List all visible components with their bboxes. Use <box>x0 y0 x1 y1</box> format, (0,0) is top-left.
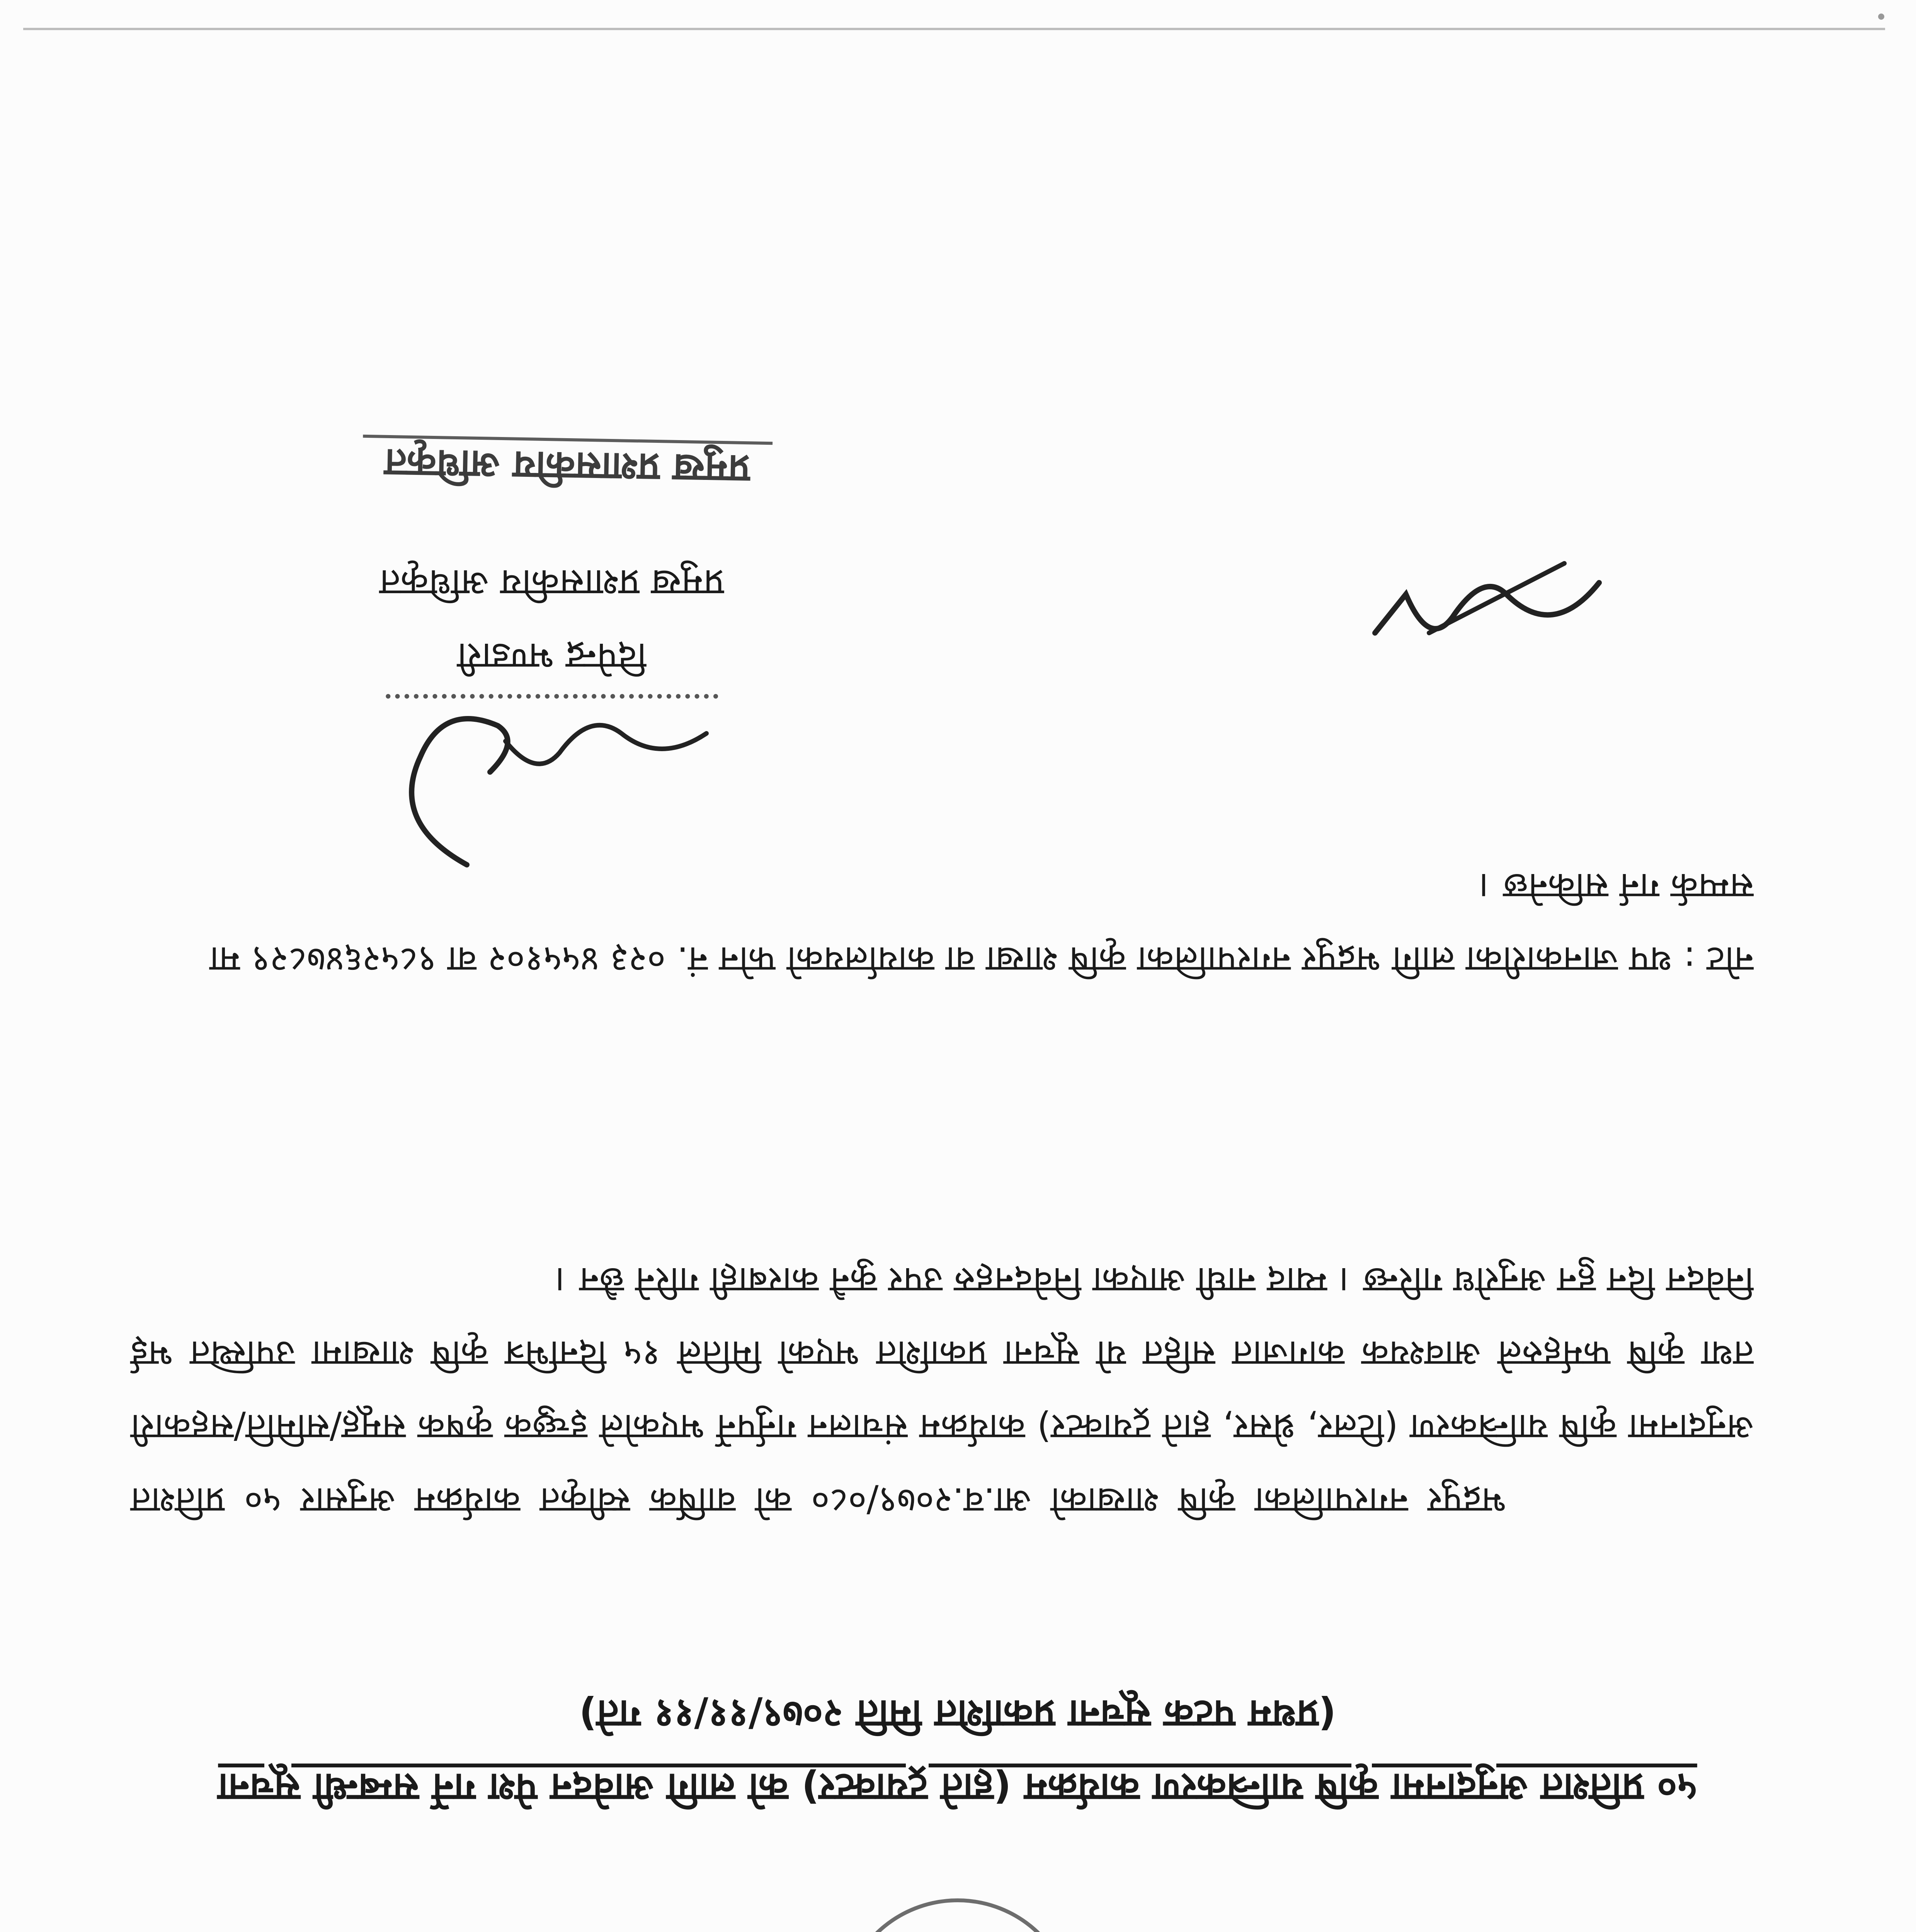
initials-signature-icon <box>1352 532 1622 679</box>
subject-line: ५० प्रतिशत अनुदानमा कृषि यान्त्रिकरण कार्यक्रम (हाते ट्रयाक्टर) को लागि आवेदन पेश गर्ने सम्बन्धी सूचना <box>218 1765 1697 1810</box>
officer-title: प्रमुख प्रशासकीय अधिकृत <box>379 561 724 604</box>
notice-note: नोट : थप जानकारीका लागि भद्रपुर नगरपालिका कृषि शाखा वा कार्यालयको फोन नं. ०२३ ४५५१०२ वा ९८५२६४७८२९ मा सम्पर्क गर्न सकिनेछ । <box>209 866 1754 980</box>
subject-subline: (प्रथम पटक सूचना प्रकाशित मिति २०७९/११/११ गते) <box>579 1692 1336 1737</box>
signature-line <box>386 694 718 699</box>
officer-rubber-stamp: प्रमुख प्रशासकीय अधिकृत <box>362 435 773 497</box>
officer-signature-icon <box>370 687 737 880</box>
notice-paragraph: भद्रपुर नगरपालिका कृषि शाखाको आ.व.२०७९/०८० को वार्षिक स्वीकृत कार्यक्रम अनुसार ५० प्रतिशत अनुदानमा कृषि यान्त्रिकरण (टिलर, थ्रेसर, हाते ट्रयाक्टर) कार्यक्रम संचालन गर्नुपर्ने भएकोले इच्छुक कृषक समूह/समिति/सहकारी तथा कृषि फर्महरुले आवश्यक कागजात सहित यो सूचना प्रकाशित भएको मितिले १५ दिनभित्र कृषि शाखामा उपस्थित भई निवेदन दिन हुन अनुरोध गरिन्छ । म्याद नाघी आएका निवेदनहरु उपर कुनै कारबाही गरिने छैन । <box>131 1260 1754 1521</box>
page-edge-rule <box>23 28 1885 30</box>
officer-name: दिपेन्द्र भण्डारी <box>457 635 647 677</box>
office-seal-icon <box>822 1885 1093 1932</box>
scan-speck-icon <box>1873 11 1889 22</box>
